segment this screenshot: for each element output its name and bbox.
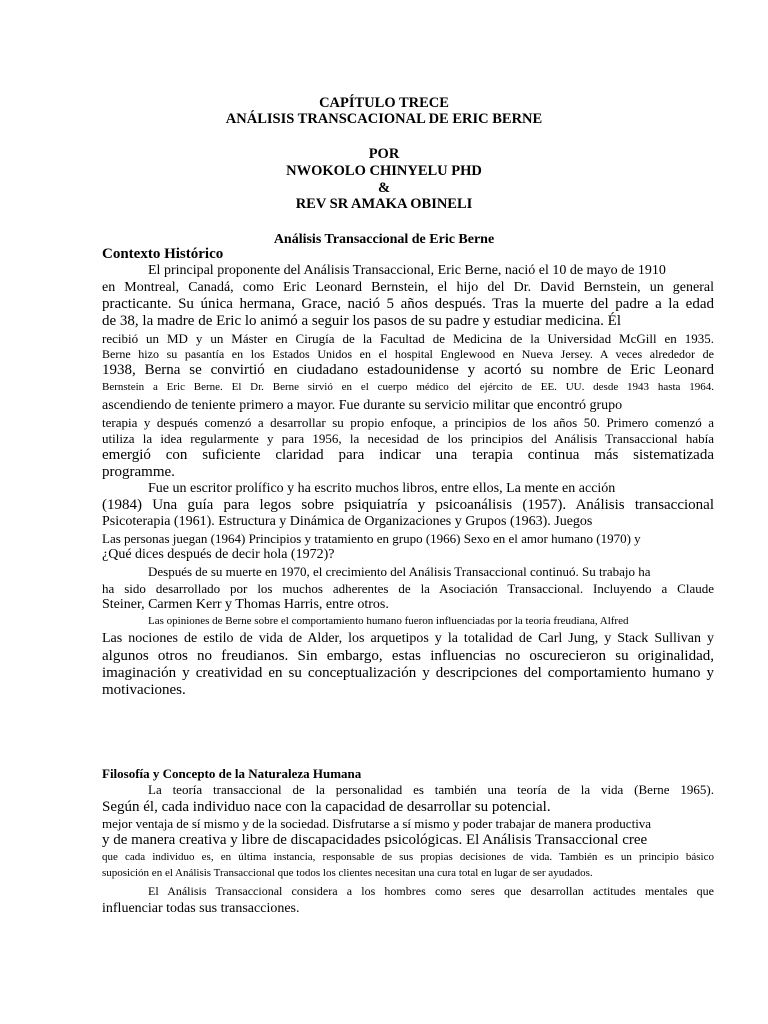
paragraph-line: Las opiniones de Berne sobre el comportamiento humano fueron influenciadas por la teoría freudiana, Alfred [148, 615, 629, 627]
section-subtitle: Análisis Transaccional de Eric Berne [273, 232, 495, 247]
paragraph-line: influenciar todas sus transacciones. [102, 901, 300, 916]
paragraph-line: El Análisis Transaccional considera a los hombres como seres que desarrollan actitudes mentales que [148, 884, 714, 898]
paragraph-line: Después de su muerte en 1970, el crecimiento del Análisis Transaccional continuó. Su trabajo ha [148, 564, 651, 579]
section-heading-historical-context: Contexto Histórico [102, 246, 224, 262]
paragraph-line: programme. [102, 464, 175, 480]
paragraph-line: El principal proponente del Análisis Transaccional, Eric Berne, nació el 10 de mayo de 1910 [148, 263, 666, 278]
paragraph-line: motivaciones. [102, 682, 186, 698]
section-heading-human-nature: Filosofía y Concepto de la Naturaleza Humana [102, 766, 362, 781]
paragraph-line: Las personas juegan (1964) Principios y tratamiento en grupo (1966) Sexo en el amor humano (1970) y [102, 531, 641, 546]
paragraph-line: emergió con suficiente claridad para indicar una terapia continua más sistematizada [102, 447, 714, 463]
paragraph-line: ¿Qué dices después de decir hola (1972)? [102, 547, 335, 562]
chapter-title: ANÁLISIS TRANSCACIONAL DE ERIC BERNE [225, 111, 543, 127]
paragraph-line: 1938, Berna se convirtió en ciudadano estadounidense y acortó su nombre de Eric Leonard [102, 362, 714, 378]
paragraph-line: en Montreal, Canadá, como Eric Leonard Bernstein, el hijo del Dr. David Bernstein, un general [102, 280, 714, 295]
paragraph-line: terapia y después comenzó a desarrollar su propio enfoque, a principios de los años 50. Primero comenzó a [102, 415, 714, 430]
paragraph-line: Según él, cada individuo nace con la capacidad de desarrollar su potencial. [102, 799, 551, 815]
author-2: REV SR AMAKA OBINELI [295, 196, 473, 212]
paragraph-line: utiliza la idea regularmente y para 1956, la necesidad de los principios del Análisis Transaccional había [102, 431, 714, 446]
ampersand: & [377, 180, 391, 196]
paragraph-line: recibió un MD y un Máster en Cirugía de la Facultad de Medicina de la Universidad McGill en 1935. [102, 331, 714, 346]
paragraph-line: Berne hizo su pasantía en los Estados Unidos en el hospital Englewood en Nueva Jersey. A veces alrededor de [102, 347, 714, 361]
paragraph-line: Steiner, Carmen Kerr y Thomas Harris, entre otros. [102, 597, 389, 612]
paragraph-line: Bernstein a Eric Berne. El Dr. Berne sirvió en el cuerpo médico del ejército de EE. UU. desde 1943 hasta 1964. [102, 381, 714, 393]
paragraph-line: de 38, la madre de Eric lo animó a seguir los pasos de su padre y estudiar medicina. Él [102, 313, 622, 329]
paragraph-line: Las nociones de estilo de vida de Alder, los arquetipos y la totalidad de Carl Jung, y Stack Sullivan y [102, 631, 714, 646]
paragraph-line: imaginación y creatividad en su conceptualización y descripciones del comportamiento humano y [102, 665, 714, 681]
paragraph-line: La teoría transaccional de la personalidad es también una teoría de la vida (Berne 1965). [148, 782, 714, 797]
author-1: NWOKOLO CHINYELU PHD [286, 163, 482, 179]
chapter-number: CAPÍTULO TRECE [319, 95, 449, 111]
paragraph-line: ha sido desarrollado por los muchos adherentes de la Asociación Transaccional. Incluyendo a Claude [102, 581, 714, 596]
paragraph-line: suposición en el Análisis Transaccional que todos los clientes necesitan una cura total en lugar de ser ayudados. [102, 867, 593, 879]
paragraph-line: que cada individuo es, en última instancia, responsable de sus propias decisiones de vida. También es un principio básico [102, 851, 714, 863]
paragraph-line: y de manera creativa y libre de discapacidades psicológicas. El Análisis Transaccional cree [102, 832, 648, 848]
by-label: POR [368, 146, 400, 162]
paragraph-line: Fue un escritor prolífico y ha escrito muchos libros, entre ellos, La mente en acción [148, 481, 616, 496]
paragraph-line: mejor ventaja de sí mismo y de la sociedad. Disfrutarse a sí mismo y poder trabajar de manera productiva [102, 816, 652, 831]
paragraph-line: ascendiendo de teniente primero a mayor. Fue durante su servicio militar que encontró grupo [102, 398, 623, 413]
paragraph-line: Psicoterapia (1961). Estructura y Dinámica de Organizaciones y Grupos (1963). Juegos [102, 514, 593, 529]
paragraph-line: (1984) Una guía para legos sobre psiquiatría y psicoanálisis (1957). Análisis transaccional [102, 497, 714, 513]
paragraph-line: algunos otros no freudianos. Sin embargo, estas influencias no oscurecieron su originalidad, [102, 648, 714, 664]
paragraph-line: practicante. Su única hermana, Grace, nació 5 años después. Tras la muerte del padre a la edad [102, 296, 714, 312]
